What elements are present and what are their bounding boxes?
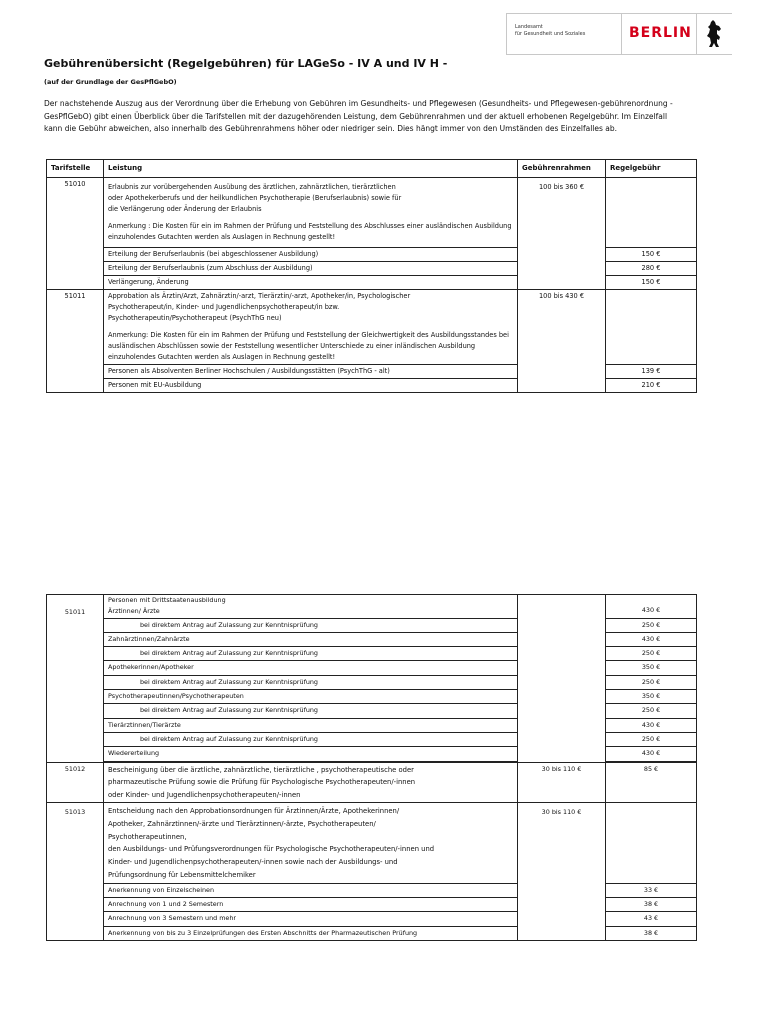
fee-cell: 85 € (606, 762, 697, 803)
header-tarifstelle: Tarifstelle (47, 160, 104, 178)
table-row: Anerkennung von bis zu 3 Einzelprüfungen des Ersten Abschnitts der Pharmazeutischen Prüfung 38 € (47, 926, 697, 940)
fee-cell (606, 803, 697, 884)
leistung-cell: Bescheinigung über die ärztliche, zahnärztliche, tierärztliche , psychotherapeutische oder pharmazeutische Prüfung sowie die Prüfung für Psychologische Psychotherapeuten/-innen oder Kinder- und Jugendlichenpsychotherapeuten/-innen (104, 762, 518, 803)
range-cell: 30 bis 110 € (518, 762, 606, 803)
table-row: Erteilung der Berufserlaubnis (zum Abschluss der Ausbildung) 280 € (47, 262, 697, 276)
table-row: Anrechnung von 1 und 2 Semestern 38 € (47, 898, 697, 912)
range-cell: 30 bis 110 € (518, 803, 606, 941)
table-row (47, 803, 697, 884)
table-header-row (47, 160, 697, 178)
table-row (47, 178, 697, 248)
fee-table-2 (46, 594, 697, 941)
note-text: Anmerkung : Die Kosten für ein im Rahmen der Prüfung und Feststellung des Abschlusses einer ausländischen Ausbildung einzuholendes Gutachten werden als Auslagen in Rechnung gestellt! (108, 222, 512, 241)
table-row: Erteilung der Berufserlaubnis (bei abgeschlossener Ausbildung) 150 € (47, 248, 697, 262)
table-row: bei direktem Antrag auf Zulassung zur Kenntnisprüfung 250 € (47, 647, 697, 661)
table-row: bei direktem Antrag auf Zulassung zur Kenntnisprüfung 250 € (47, 732, 697, 746)
leistung-cell: Personen mit Drittstaatenausbildung Ärztinnen/ Ärzte (104, 595, 518, 619)
leistung-cell: Approbation als Ärztin/Arzt, Zahnärztin/-arzt, Tierärztin/-arzt, Apotheker/in, Psychologischer Psychotherapeut/in, Kinder- und Jugendlichenpsychotherapeut/in bzw. Psychotherapeutin/Psychotherapeut (PsychThG neu) Anmerkung: Die Kosten für ein im Rahmen der Prüfung und Feststellung der Gleichwertigkeit des Ausbildungsstandes bei ausländischen Abschlüssen sowie der Feststellung wesentlicher Unterschiede zu einer inländischen Ausbildung einzuholendes Gutachten werden als Auslagen in Rechnung gestellt! (104, 290, 518, 365)
note-text: Anmerkung: Die Kosten für ein im Rahmen der Prüfung und Feststellung der Gleichwertigkeit des Ausbildungsstandes bei ausländischen Abschlüssen sowie der Feststellung wesentlicher Unterschiede zu einer inländischen Ausbildung einzuholendes Gutachten werden als Auslagen in Rechnung gestellt! (108, 331, 509, 361)
table-row: Anrechnung von 3 Semestern und mehr 43 € (47, 912, 697, 926)
agency-name: Landesamt für Gesundheit und Soziales (515, 24, 586, 37)
table-row: Psychotherapeutinnen/Psychotherapeuten 350 € (47, 690, 697, 704)
table-row: bei direktem Antrag auf Zulassung zur Kenntnisprüfung 250 € (47, 704, 697, 718)
table-row: Personen mit EU-Ausbildung 210 € (47, 379, 697, 393)
leistung-cell: Erlaubnis zur vorübergehenden Ausübung des ärztlichen, zahnärztlichen, tierärztlichen oder Apothekerberufs und der heilkundlichen Psychotherapie (Berufserlaubnis) sowie für die Verlängerung oder Änderung der Erlaubnis Anmerkung : Die Kosten für ein im Rahmen der Prüfung und Feststellung des Abschlusses einer ausländischen Ausbildung einzuholendes Gutachten werden als Auslagen in Rechnung gestellt! (104, 178, 518, 248)
leistung-cell: Entscheidung nach den Approbationsordnungen für Ärztinnen/Ärzte, Apothekerinnen/ Apotheker, Zahnärztinnen/-ärzte und Tierärztinnen/-ärzte, Psychotherapeuten/ Psychotherapeutinnen, den Ausbildungs- und Prüfungsverordnungen für Psychologische Psychotherapeuten/-innen und Kinder- und Jugendlichenpsychotherapeuten/-innen sowie nach der Ausbildungs- und Prüfungsordnung für Lebensmittelchemiker (104, 803, 518, 884)
header-leistung: Leistung (104, 160, 518, 178)
table-row: Verlängerung, Änderung 150 € (47, 276, 697, 290)
table-row: Anerkennung von Einzelscheinen 33 € (47, 883, 697, 897)
berlin-bear-icon (704, 19, 724, 49)
table-row (47, 595, 697, 619)
table-row: Tierärztinnen/Tierärzte 430 € (47, 718, 697, 732)
fee-table-1 (46, 159, 697, 393)
table-row: Wiedererteilung 430 € (47, 747, 697, 761)
page-subtitle: (auf der Grundlage der GesPflGebO) (44, 78, 177, 86)
tarifstelle-cell: 51013 (47, 803, 104, 941)
table-row: bei direktem Antrag auf Zulassung zur Kenntnisprüfung 250 € (47, 675, 697, 689)
fee-cell (606, 290, 697, 365)
table-row (47, 290, 697, 365)
range-cell: 100 bis 360 € (518, 178, 606, 290)
tarifstelle-cell: 51012 (47, 762, 104, 803)
fee-cell: 430 € (606, 595, 697, 619)
table-row: bei direktem Antrag auf Zulassung zur Kenntnisprüfung 250 € (47, 618, 697, 632)
tarifstelle-cell: 51010 (47, 178, 104, 290)
tarifstelle-cell: 51011 (47, 290, 104, 393)
header-regelgebuehr: Regelgebühr (606, 160, 697, 178)
tarifstelle-cell: 51011 (47, 595, 104, 763)
berlin-logo (506, 13, 732, 55)
intro-paragraph: Der nachstehende Auszug aus der Verordnung über die Erhebung von Gebühren im Gesundheits- und Pflegewesen (Gesundheits- und Pflegewesen-gebührenordnung - GesPflGebO) gibt einen Überblick über die Tarifstellen mit der dazugehörenden Leistung, dem Gebührenrahmen und der aktuell erhobenen Regelgebühr. Im Einzelfall kann die Gebühr abweichen, also innerhalb des Gebührenrahmens höher oder niedriger sein. Dies hängt immer von den Umständen des Einzelfalles ab. (44, 99, 673, 133)
fee-cell (606, 178, 697, 248)
range-cell: 100 bis 430 € (518, 290, 606, 393)
berlin-wordmark: BERLIN (629, 25, 692, 41)
header-gebuehrenrahmen: Gebührenrahmen (518, 160, 606, 178)
table-row (47, 762, 697, 803)
table-row: Personen als Absolventen Berliner Hochschulen / Ausbildungsstätten (PsychThG - alt) 139 € (47, 365, 697, 379)
range-cell (518, 595, 606, 763)
table-row: Apothekerinnen/Apotheker 350 € (47, 661, 697, 675)
table-row: Zahnärztinnen/Zahnärzte 430 € (47, 632, 697, 646)
page-title: Gebührenübersicht (Regelgebühren) für LAGeSo - IV A und IV H - (44, 57, 448, 70)
